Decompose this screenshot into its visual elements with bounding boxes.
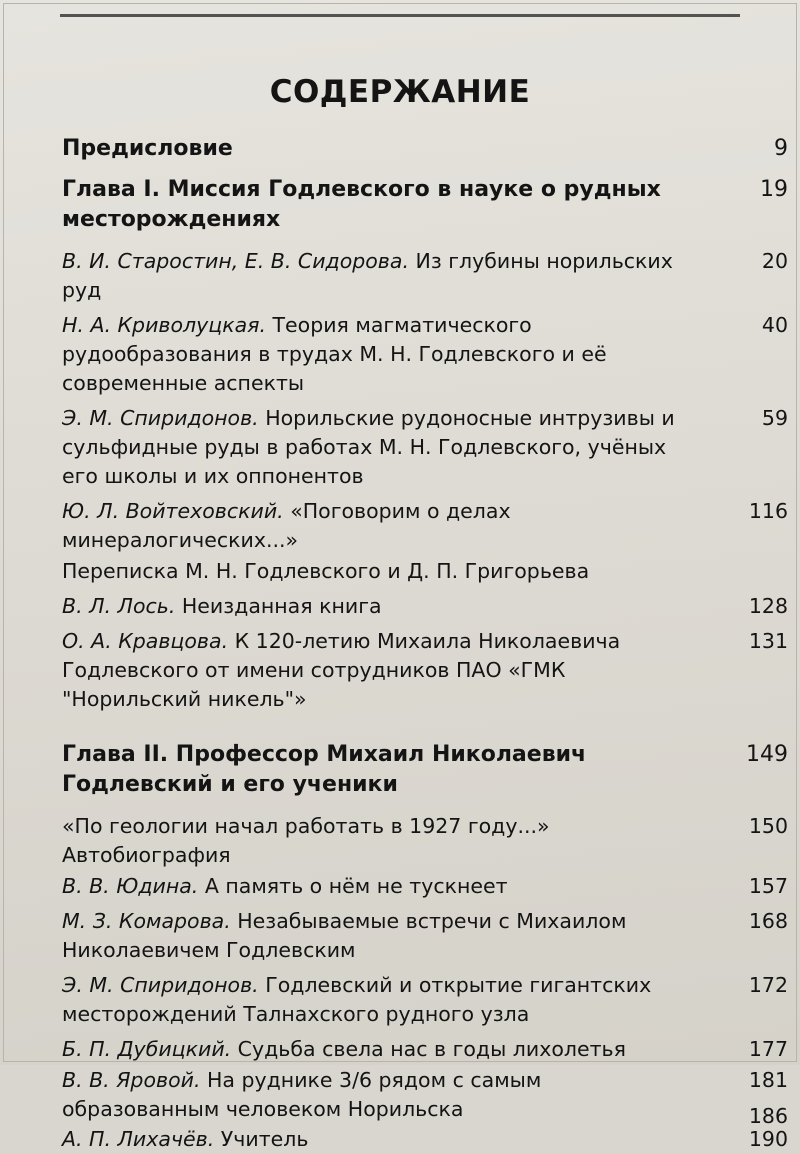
page-title: СОДЕРЖАНИЕ: [269, 74, 531, 110]
entry-text: [62, 497, 702, 555]
entry-text: [62, 1066, 702, 1124]
entry-text: Предисловие: [62, 136, 233, 161]
entry-author: В. И. Старостин, Е. В. Сидорова.: [62, 249, 409, 273]
entry-author: Б. П. Дубицкий.: [62, 1037, 232, 1061]
entry-author: Э. М. Спиридонов.: [62, 406, 259, 430]
chapter-title: Глава I. Миссия Годлевского в науке о рудных месторождениях: [62, 177, 661, 232]
entry-text: [62, 311, 702, 398]
entry-title: Учитель: [214, 1127, 309, 1151]
toc-entry: [62, 627, 788, 714]
entry-author: Ю. Л. Войтеховский.: [62, 499, 284, 523]
toc-entry: [62, 812, 788, 870]
page-number: 131: [748, 629, 788, 653]
toc-entry-chapter-1: [62, 175, 788, 235]
entry-text: [62, 971, 702, 1029]
entry-text: [62, 627, 702, 714]
page-number: 19: [760, 177, 788, 202]
entry-title: Из глубины норильских руд: [62, 249, 673, 302]
chapter-title: Глава II. Профессор Михаил Николаевич Годлевский и его ученики: [62, 742, 587, 797]
entry-author: О. А. Кравцова.: [62, 629, 229, 653]
toc-entry: [62, 497, 788, 555]
page-number: 181: [748, 1068, 788, 1092]
entry-author: Э. М. Спиридонов.: [62, 973, 259, 997]
entry-author: М. З. Комарова.: [62, 909, 231, 933]
entry-title: К 120-летию Михаила Николаевича Годлевского от имени сотрудников ПАО «ГМК "Норильский никель"»: [62, 629, 621, 711]
top-rule: [60, 0, 740, 17]
entry-title: Годлевский и открытие гигантских месторождений Талнахского рудного узла: [62, 973, 652, 1026]
entry-title: «По геологии начал работать в 1927 году...» Автобиография: [62, 814, 550, 867]
entry-author: А. П. Лихачёв.: [62, 1127, 215, 1151]
page-number: 177: [748, 1037, 788, 1061]
page-number: 150: [748, 814, 788, 838]
toc-entry: [62, 592, 788, 621]
page-number: 128: [748, 594, 788, 618]
entry-author: Н. А. Криволуцкая.: [62, 313, 266, 337]
entry-text: [62, 1035, 702, 1064]
entry-text: [62, 1125, 702, 1154]
toc-entry: [62, 247, 788, 305]
page-number: 186: [748, 1104, 788, 1128]
page-number: 190: [748, 1127, 788, 1151]
entry-text: [62, 872, 702, 901]
entry-title: Неизданная книга: [175, 594, 382, 618]
toc-entry-chapter-2: [62, 740, 788, 800]
toc-entry: [62, 1035, 788, 1064]
entry-text: [62, 247, 702, 305]
toc-entry: [62, 404, 788, 491]
page-number: 172: [748, 973, 788, 997]
toc-entry: [62, 872, 788, 901]
entry-author: В. Л. Лось.: [62, 594, 176, 618]
entry-title: Незабываемые встречи с Михаилом Николаевичем Годлевским: [62, 909, 627, 962]
entry-text: [62, 404, 702, 491]
page-number: 149: [746, 742, 788, 767]
entry-title: Судьба свела нас в годы лихолетья: [231, 1037, 626, 1061]
toc-entry: [62, 1066, 788, 1124]
entry-title: Переписка М. Н. Годлевского и Д. П. Григорьева: [62, 559, 590, 583]
entry-text: [62, 592, 702, 621]
entry-title: Теория магматического рудообразования в трудах М. Н. Годлевского и её современные аспекты: [62, 313, 607, 395]
toc-entry: [62, 1125, 788, 1154]
toc-entry: [62, 557, 788, 586]
entry-title: «Поговорим о делах минералогических...»: [62, 499, 511, 552]
entry-author: В. В. Юдина.: [62, 874, 199, 898]
entry-title: А память о нём не тускнеет: [198, 874, 508, 898]
page-number: 20: [761, 249, 788, 273]
entry-author: В. В. Яровой.: [62, 1068, 201, 1092]
page-number: 9: [774, 136, 788, 161]
entry-title: На руднике 3/6 рядом с самым образованным человеком Норильска: [62, 1068, 542, 1121]
toc-entry: [62, 311, 788, 398]
toc-entry: [62, 907, 788, 965]
entry-title: Норильские рудоносные интрузивы и сульфидные руды в работах М. Н. Годлевского, учёных его школы и их оппонентов: [62, 406, 675, 488]
table-of-contents: [62, 126, 788, 1154]
toc-entry-preface: [62, 134, 788, 163]
page-number: 59: [761, 406, 788, 430]
entry-text: [62, 907, 702, 965]
entry-text: [62, 557, 702, 586]
toc-entry: [62, 971, 788, 1029]
page-number: 168: [748, 909, 788, 933]
entry-text: [62, 812, 702, 870]
page-number: 40: [761, 313, 788, 337]
page-number: 116: [748, 499, 788, 523]
page-number: 157: [748, 874, 788, 898]
